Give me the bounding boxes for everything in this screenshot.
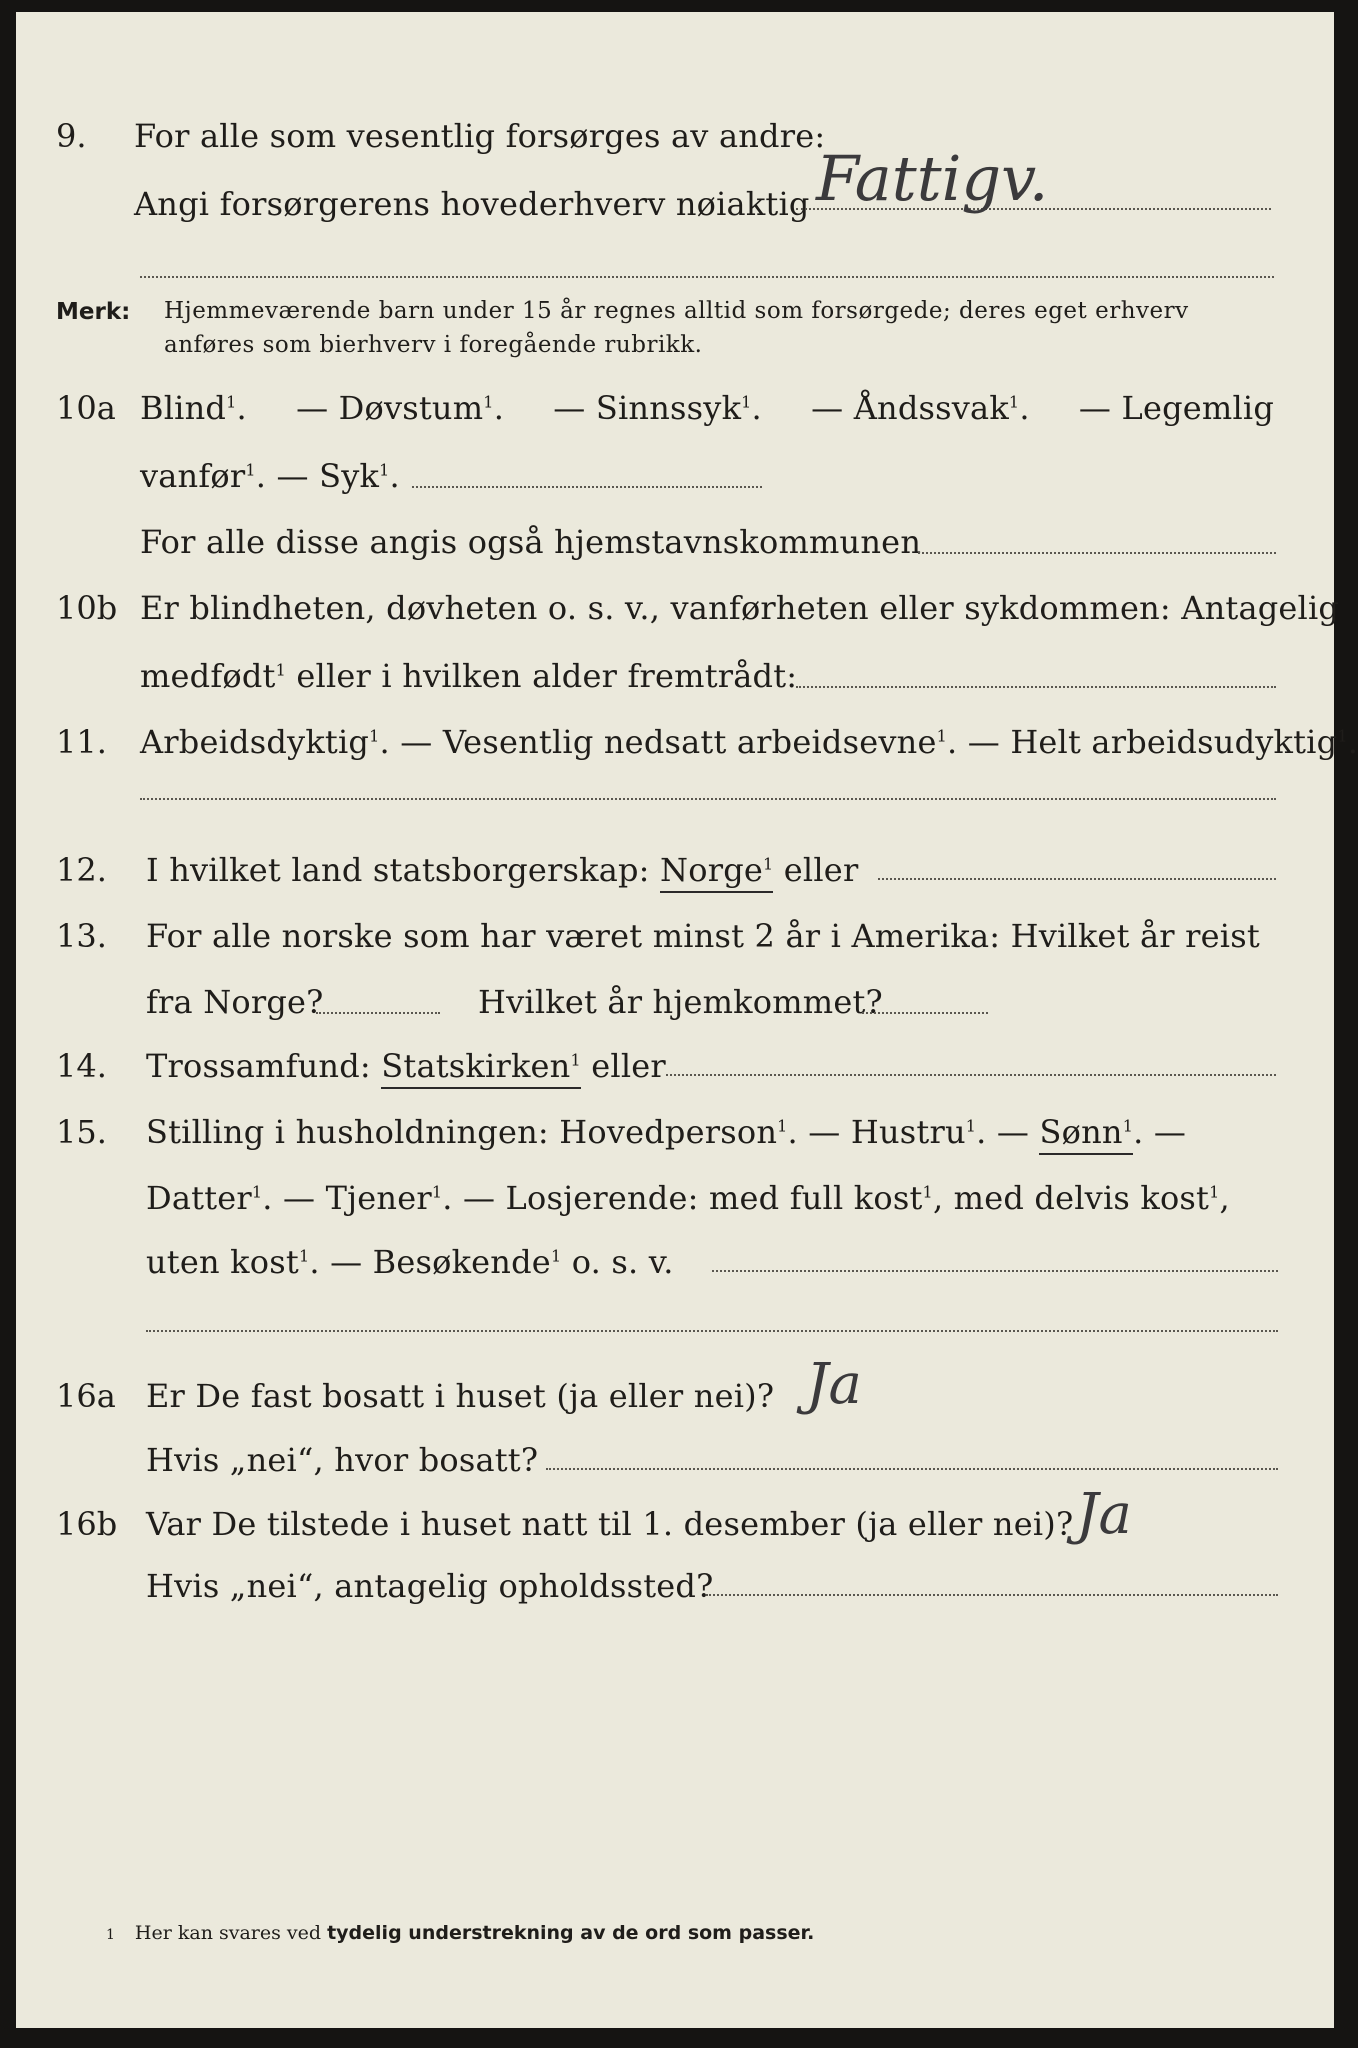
q10b-answer-line bbox=[796, 686, 1276, 688]
q11-number: 11. bbox=[56, 723, 107, 761]
q15-answer-line bbox=[712, 1270, 1278, 1272]
merk-label: Merk: bbox=[56, 299, 131, 325]
q15-line3: uten kost$^1$. — Besøkende$^1$ o. s. v. bbox=[146, 1243, 674, 1281]
q12-underlined-choice: Norge$^1$ bbox=[660, 851, 773, 893]
merk-line2: anføres som bierhverv i foregående rubrikk. bbox=[164, 332, 703, 358]
q13-line2b: Hvilket år hjemkommet? bbox=[478, 983, 883, 1021]
q15-line2: Datter$^1$. — Tjener$^1$. — Losjerende: med full kost$^1$, med delvis kost$^1$, bbox=[146, 1179, 1230, 1217]
q15-extra-line bbox=[146, 1330, 1278, 1332]
q16a-line2: Hvis „nei“, hvor bosatt? bbox=[146, 1441, 539, 1479]
q10b-number: 10b bbox=[56, 589, 118, 627]
q10a-sick-line bbox=[412, 486, 762, 488]
footnote: 1 Her kan svares ved tydelig understrekning av de ord som passer. bbox=[106, 1922, 815, 1944]
q9-extra-line bbox=[140, 276, 1274, 278]
q10b-line1: Er blindheten, døvheten o. s. v., vanførheten eller sykdommen: Antagelig bbox=[140, 589, 1340, 627]
q12-line: I hvilket land statsborgerskap: Norge$^1$ eller bbox=[146, 852, 858, 888]
q11-line1: Arbeidsdyktig$^1$. — Vesentlig nedsatt arbeidsevne$^1$. — Helt arbeidsudyktig$^1$. bbox=[140, 723, 1358, 761]
q15-number: 15. bbox=[56, 1113, 107, 1151]
q9-line1: For alle som vesentlig forsørges av andre: bbox=[134, 117, 826, 155]
q16b-number: 16b bbox=[56, 1505, 118, 1543]
q15-underlined-choice: Sønn$^1$ bbox=[1039, 1113, 1133, 1155]
q16a-handwritten-answer: Ja bbox=[806, 1352, 862, 1417]
q9-line2: Angi forsørgerens hovederhverv nøiaktig bbox=[134, 185, 810, 223]
q16a-number: 16a bbox=[56, 1377, 116, 1415]
q13-left-year-line bbox=[316, 1012, 440, 1014]
census-form-page bbox=[16, 12, 1358, 2028]
q15-line1: Stilling i husholdningen: Hovedperson$^1$. — Hustru$^1$. — Sønn$^1$. — bbox=[146, 1114, 1186, 1150]
q10b-line2: medfødt$^1$ eller i hvilken alder fremtrådt: bbox=[140, 657, 798, 695]
q16b-handwritten-answer: Ja bbox=[1076, 1482, 1132, 1547]
q13-number: 13. bbox=[56, 917, 107, 955]
q16a-answer-line bbox=[546, 1468, 1278, 1470]
q10a-number: 10a bbox=[56, 389, 116, 427]
q10a-line2: vanfør$^1$. — Syk$^1$. bbox=[140, 457, 400, 495]
q13-line2a: fra Norge? bbox=[146, 983, 324, 1021]
merk-line1: Hjemmeværende barn under 15 år regnes alltid som forsørgede; deres eget erhverv bbox=[164, 298, 1189, 324]
q16b-line1: Var De tilstede i huset natt til 1. desember (ja eller nei)? bbox=[146, 1505, 1074, 1543]
q16b-answer-line bbox=[706, 1594, 1278, 1596]
q14-answer-line bbox=[666, 1074, 1276, 1076]
q16b-line2: Hvis „nei“, antagelig opholdssted? bbox=[146, 1567, 714, 1605]
q13-line1: For alle norske som har været minst 2 år i Amerika: Hvilket år reist bbox=[146, 917, 1260, 955]
q10a-line3: For alle disse angis også hjemstavnskommunen bbox=[140, 523, 922, 561]
q9-number: 9. bbox=[56, 117, 87, 155]
q14-line: Trossamfund: Statskirken$^1$ eller bbox=[146, 1048, 666, 1084]
q9-handwritten-answer: Fattigv. bbox=[816, 142, 1049, 215]
q12-number: 12. bbox=[56, 851, 107, 889]
q13-return-year-line bbox=[862, 1012, 988, 1014]
q14-underlined-choice: Statskirken$^1$ bbox=[381, 1047, 581, 1089]
q10a-line1: Blind$^1$. — Døvstum$^1$. — Sinnssyk$^1$. — Åndssvak$^1$. — Legemlig bbox=[140, 389, 1274, 427]
q12-answer-line bbox=[878, 878, 1276, 880]
q14-number: 14. bbox=[56, 1047, 107, 1085]
q16a-line1: Er De fast bosatt i huset (ja eller nei)? bbox=[146, 1377, 775, 1415]
q11-answer-line bbox=[140, 798, 1276, 800]
q10a-home-line bbox=[918, 552, 1276, 554]
